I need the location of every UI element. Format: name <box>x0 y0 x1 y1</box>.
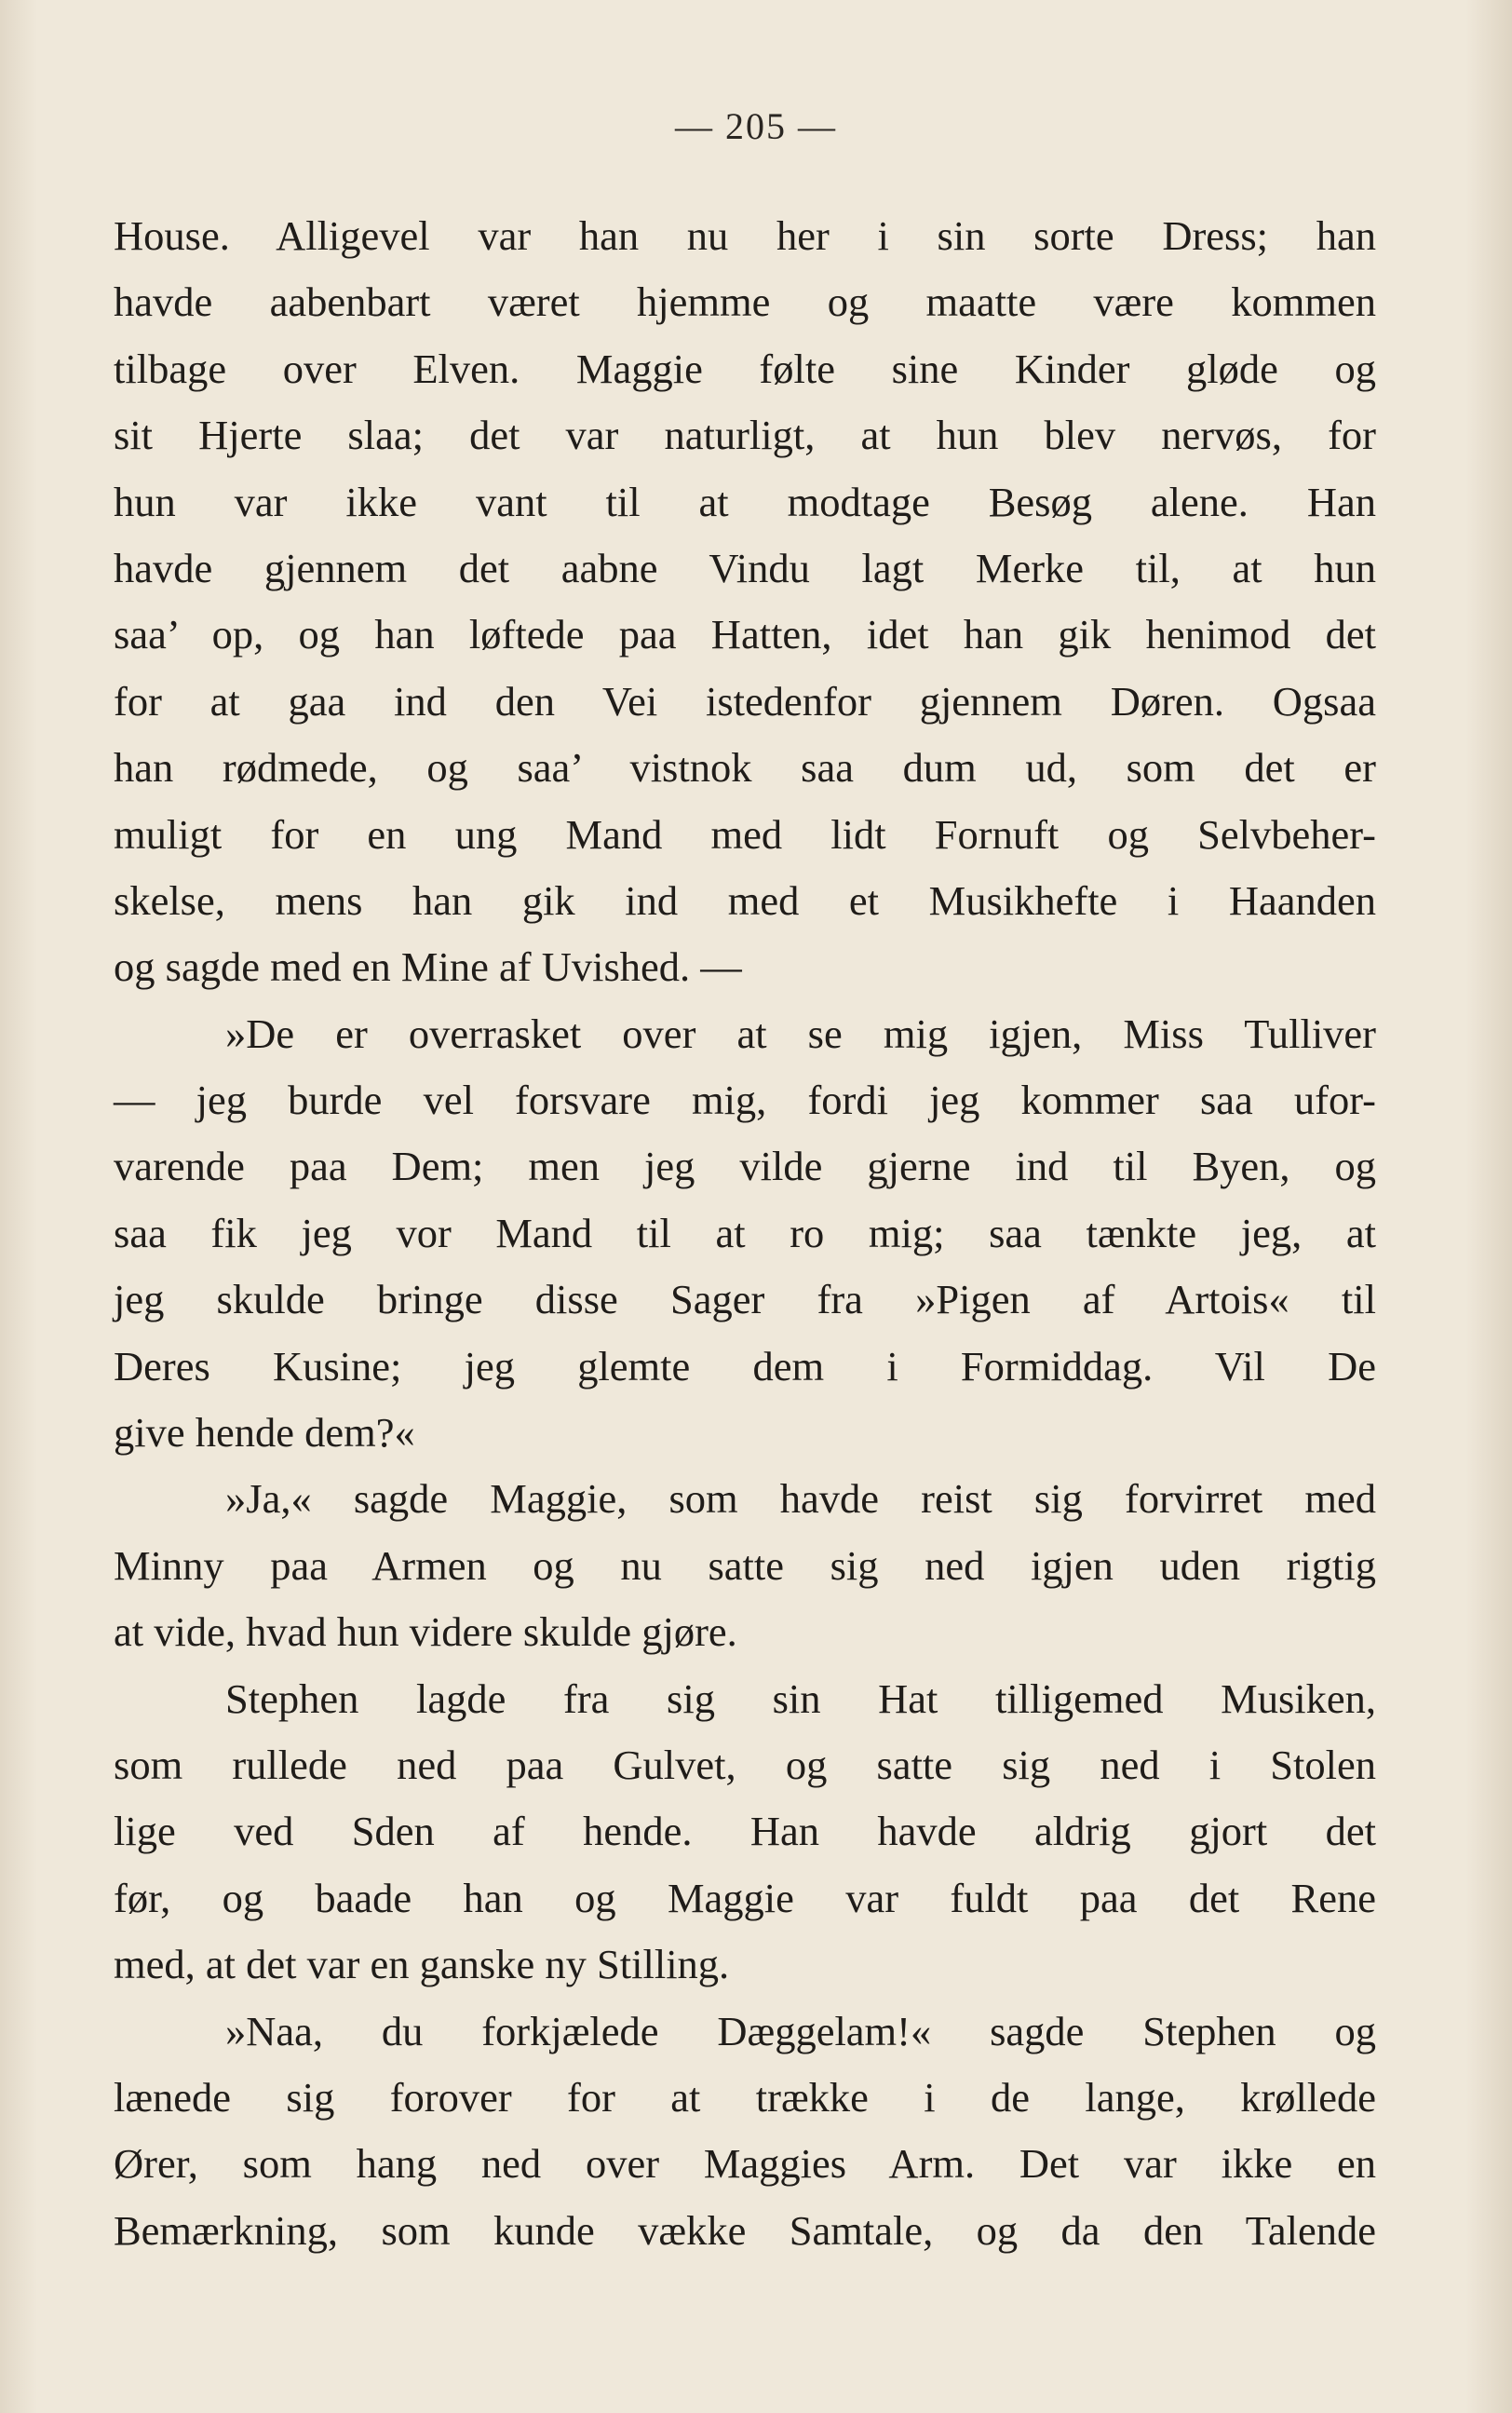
text-line: før, og baade han og Maggie var fuldt paa det Rene <box>114 1874 1376 1921</box>
text-line: hun var ikke vant til at modtage Besøg alene. Han <box>114 478 1376 525</box>
body-text <box>114 203 1376 2264</box>
text-line: give hende dem?« <box>114 1409 415 1457</box>
text-line: havde aabenbart været hjemme og maatte være kommen <box>114 278 1376 326</box>
text-line: sit Hjerte slaa; det var naturligt, at hun blev nervøs, for <box>114 412 1376 459</box>
text-line: saa’ op, og han løftede paa Hatten, idet han gik henimod det <box>114 611 1376 658</box>
text-line: Bemærkning, som kunde vække Samtale, og da den Talende <box>114 2206 1376 2254</box>
text-line: jeg skulde bringe disse Sager fra »Pigen af Artois« til <box>114 1276 1376 1323</box>
text-line: »De er overrasket over at se mig igjen, Miss Tulliver <box>225 1010 1376 1057</box>
text-line: tilbage over Elven. Maggie følte sine Kinder gløde og <box>114 345 1376 392</box>
text-line: Deres Kusine; jeg glemte dem i Formiddag. Vil De <box>114 1342 1376 1390</box>
text-line: lænede sig forover for at trække i de lange, krøllede <box>114 2073 1376 2121</box>
text-line: og sagde med en Mine af Uvished. — <box>114 943 742 991</box>
text-line: Ører, som hang ned over Maggies Arm. Det var ikke en <box>114 2140 1376 2188</box>
text-line: Minny paa Armen og nu satte sig ned igjen uden rigtig <box>114 1541 1376 1589</box>
text-line: at vide, hvad hun videre skulde gjøre. <box>114 1608 737 1656</box>
text-line: som rullede ned paa Gulvet, og satte sig ned i Stolen <box>114 1741 1376 1788</box>
page-number: — 205 — <box>675 105 837 147</box>
text-line: for at gaa ind den Vei istedenfor gjennem Døren. Ogsaa <box>114 677 1376 725</box>
text-line: lige ved Sden af hende. Han havde aldrig gjort det <box>114 1808 1376 1855</box>
text-line: »Ja,« sagde Maggie, som havde reist sig forvirret med <box>225 1475 1376 1523</box>
text-line: skelse, mens han gik ind med et Musikhefte i Haanden <box>114 876 1376 924</box>
text-line: »Naa, du forkjælede Dæggelam!« sagde Stephen og <box>225 2007 1376 2054</box>
text-line: han rødmede, og saa’ vistnok saa dum ud, som det er <box>114 744 1376 792</box>
text-line: med, at det var en ganske ny Stilling. <box>114 1941 730 1988</box>
text-line: — jeg burde vel forsvare mig, fordi jeg kommer saa ufor- <box>114 1077 1376 1124</box>
text-line: saa fik jeg vor Mand til at ro mig; saa tænkte jeg, at <box>114 1209 1376 1256</box>
text-line: House. Alligevel var han nu her i sin sorte Dress; han <box>114 212 1376 259</box>
text-line: varende paa Dem; men jeg vilde gjerne ind til Byen, og <box>114 1143 1376 1190</box>
text-line: muligt for en ung Mand med lidt Fornuft og Selvbeher- <box>114 810 1376 858</box>
text-line: Stephen lagde fra sig sin Hat tilligemed Musiken, <box>225 1674 1376 1722</box>
text-line: havde gjennem det aabne Vindu lagt Merke til, at hun <box>114 544 1376 591</box>
